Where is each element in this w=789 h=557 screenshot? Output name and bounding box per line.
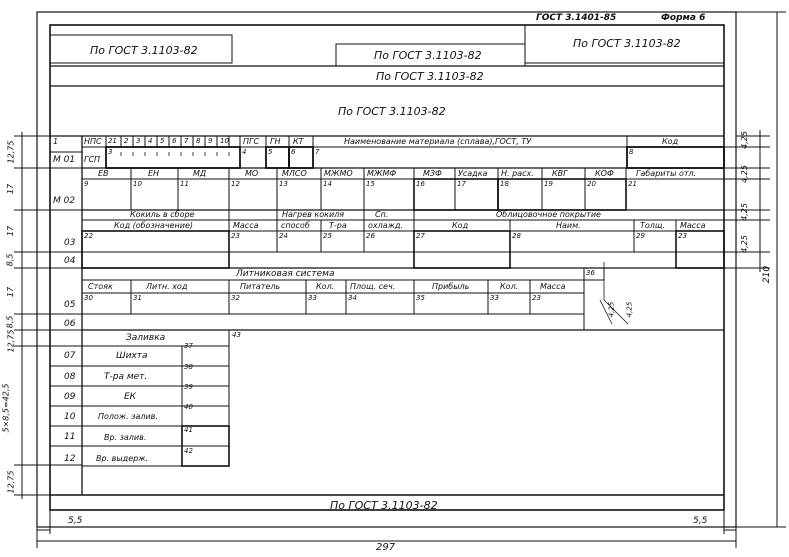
row-m02: М 02: [53, 196, 76, 206]
field-num: 3: [108, 148, 113, 156]
pour-item-label: Шихта: [116, 351, 148, 361]
m01-digit: 5: [160, 137, 165, 145]
field-num: 11: [180, 180, 189, 188]
field-num: 23: [231, 232, 240, 240]
field-num: 21: [628, 180, 637, 188]
footer-ref: По ГОСТ 3.1103-82: [330, 499, 438, 512]
field-num: 41: [184, 426, 193, 434]
pour-item-label: ЕК: [124, 392, 137, 402]
m01-code-label: Код: [662, 137, 679, 146]
gating-label: Питатель: [240, 282, 281, 291]
pour-item-label: Вр. залив.: [104, 433, 147, 442]
field-num: 27: [416, 232, 425, 240]
pour-title: Заливка: [126, 333, 166, 343]
pour-item-label: Полож. залив.: [98, 412, 158, 421]
field-num: 30: [84, 294, 93, 302]
m02-label: КВГ: [552, 169, 568, 178]
gating-label: Масса: [540, 282, 566, 291]
dim-label: 12,75: [6, 140, 16, 164]
ref-mid: По ГОСТ 3.1103-82: [374, 49, 482, 62]
dim-label: 12,75: [6, 470, 16, 494]
m02-label: МЖМО: [324, 169, 353, 178]
field-num: 34: [348, 294, 357, 302]
m02-label: ЕВ: [98, 169, 109, 178]
gating-label: Стояк: [88, 282, 113, 291]
m02-label: МЛСО: [282, 169, 307, 178]
m01-digit: 3: [136, 137, 141, 145]
dim-label: 5,5: [68, 516, 83, 526]
kokil-mass: Масса: [233, 221, 259, 230]
field-num: 4: [242, 148, 247, 156]
pour-item-label: Вр. выдерж.: [96, 454, 148, 463]
m01-pgs: ПГС: [243, 137, 260, 146]
row-1: 1: [53, 137, 59, 146]
dim-label: 8,5: [5, 315, 15, 329]
field-num: 26: [366, 232, 375, 240]
dim-label: 4,25: [607, 301, 616, 318]
field-num: 25: [323, 232, 332, 240]
coating-thick: Толщ.: [640, 221, 665, 230]
dim-label: 210: [762, 265, 773, 284]
ref-right: По ГОСТ 3.1103-82: [573, 37, 681, 50]
m01-material-label: Наименование материала (сплава),ГОСТ, ТУ: [344, 137, 532, 146]
dim-label: 4,25: [625, 301, 634, 318]
coating-mass: Масса: [680, 221, 706, 230]
dim-label: 17: [6, 183, 16, 195]
dim-label: 8,5: [5, 253, 15, 267]
gating-title: Литниковая система: [236, 269, 335, 279]
field-num: 6: [291, 148, 296, 156]
gating-label: Литн. ход: [146, 282, 188, 291]
field-num: 23: [678, 232, 687, 240]
field-num: 18: [500, 180, 509, 188]
gating-label: Прибыль: [432, 282, 470, 291]
row-m01: М 01: [53, 155, 76, 165]
coating-title: Облицовочное покрытие: [496, 210, 601, 219]
field-num: 43: [232, 331, 241, 339]
field-num: 35: [416, 294, 425, 302]
row-12: 12: [64, 454, 76, 464]
dim-label: 4,25: [739, 131, 749, 149]
field-num: 15: [366, 180, 375, 188]
form-number: Форма 6: [661, 13, 706, 23]
m01-digit: 2: [124, 137, 129, 145]
field-num: 33: [490, 294, 499, 302]
m01-nps: НПС: [84, 137, 102, 146]
row-03: 03: [64, 238, 76, 248]
dim-label: 297: [376, 542, 396, 553]
dim-label: 17: [6, 225, 16, 237]
row-09: 09: [64, 392, 76, 402]
kokil-method: способ: [281, 221, 310, 230]
row-08: 08: [64, 372, 76, 382]
m02-label: МЖМФ: [367, 169, 397, 178]
dim-label: 5×8,5=42,5: [1, 383, 11, 433]
standard-number: ГОСТ 3.1401-85: [536, 13, 617, 23]
coating-name: Наим.: [556, 221, 581, 230]
m01-digit: 21: [108, 137, 117, 145]
field-num: 9: [84, 180, 89, 188]
row-04: 04: [64, 256, 76, 266]
ref-left: По ГОСТ 3.1103-82: [90, 44, 198, 57]
m01-digit: 7: [184, 137, 189, 145]
gating-label: Кол.: [316, 282, 335, 291]
field-num: 33: [308, 294, 317, 302]
m02-label: МЗФ: [423, 169, 442, 178]
field-num: 14: [323, 180, 332, 188]
dim-label: 17: [6, 286, 16, 298]
field-num: 5: [268, 148, 273, 156]
row-10: 10: [64, 412, 76, 422]
field-num: 12: [231, 180, 240, 188]
m02-label: МД: [193, 169, 207, 178]
field-num: 22: [84, 232, 93, 240]
m02-label: КОФ: [595, 169, 614, 178]
m02-label: Усадка: [458, 169, 488, 178]
field-num: 40: [184, 403, 193, 411]
m01-gn: ГН: [270, 137, 281, 146]
m01-digit: 4: [148, 137, 153, 145]
field-num: 10: [133, 180, 142, 188]
field-num: 7: [315, 148, 320, 156]
kokil-cool2: охлажд.: [368, 221, 403, 230]
m01-digit: 9: [208, 137, 213, 145]
m01-gsp: ГСП: [84, 155, 101, 164]
kokil-temp: Т-ра: [329, 221, 347, 230]
m01-digit: 6: [172, 137, 177, 145]
field-num: 17: [457, 180, 466, 188]
field-num: 32: [231, 294, 240, 302]
field-num: 42: [184, 447, 193, 455]
dim-label: 4,25: [739, 165, 749, 183]
field-num: 29: [636, 232, 645, 240]
gating-label: Площ. сеч.: [350, 282, 396, 291]
ref-big: По ГОСТ 3.1103-82: [338, 105, 446, 118]
field-num: 13: [279, 180, 288, 188]
kokil-cool1: Сп.: [375, 210, 389, 219]
field-num: 20: [587, 180, 596, 188]
coating-code: Код: [452, 221, 469, 230]
field-num: 16: [416, 180, 425, 188]
m02-label: Габариты отл.: [636, 169, 697, 178]
field-num: 19: [544, 180, 553, 188]
m02-label: МО: [245, 169, 259, 178]
field-num: 37: [184, 342, 193, 350]
m01-digit: 10: [220, 137, 229, 145]
field-num: 23: [532, 294, 541, 302]
field-num: 39: [184, 383, 193, 391]
field-num: 31: [133, 294, 142, 302]
m02-label: ЕН: [148, 169, 160, 178]
field-num: 8: [629, 148, 634, 156]
gating-label: Кол.: [500, 282, 519, 291]
row-06: 06: [64, 319, 76, 329]
kokil-title: Кокиль в сборе: [130, 210, 195, 219]
field-num: 38: [184, 363, 193, 371]
m01-kt: КТ: [293, 137, 304, 146]
dim-label: 4,25: [739, 203, 749, 221]
row-07: 07: [64, 351, 76, 361]
ref-wide: По ГОСТ 3.1103-82: [376, 70, 484, 83]
dim-label: 4,25: [739, 235, 749, 253]
m01-digit: 8: [196, 137, 201, 145]
field-num: 28: [512, 232, 521, 240]
field-num: 24: [279, 232, 288, 240]
kokil-code: Код (обозначение): [114, 221, 193, 230]
row-11: 11: [64, 432, 76, 442]
dim-label: 5,5: [693, 516, 708, 526]
kokil-heat: Нагрев кокиля: [282, 210, 345, 219]
row-05: 05: [64, 300, 76, 310]
dim-label: 12,75: [6, 329, 16, 353]
pour-item-label: Т-ра мет.: [104, 372, 148, 382]
m02-label: Н. расх.: [501, 169, 534, 178]
field-num: 36: [586, 269, 595, 277]
